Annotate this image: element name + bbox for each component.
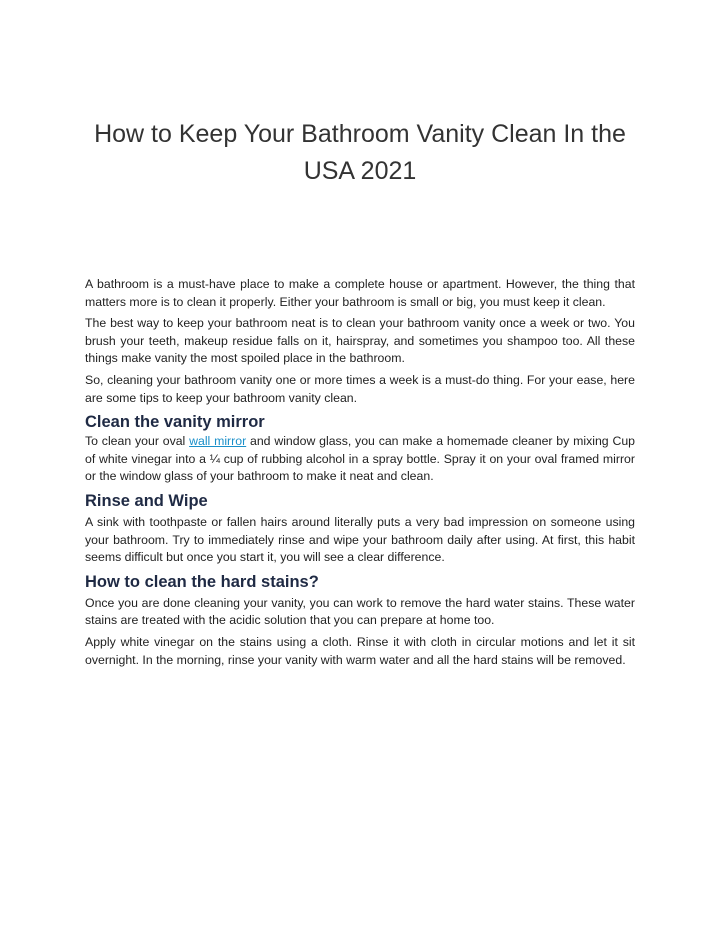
- heading-rinse-and-wipe: Rinse and Wipe: [85, 491, 208, 510]
- mirror-paragraph: [85, 433, 635, 486]
- page-title: How to Keep Your Bathroom Vanity Clean In the USA 2021: [94, 120, 626, 185]
- article-body: [85, 276, 635, 673]
- heading-hard-stains: How to clean the hard stains?: [85, 572, 319, 591]
- mirror-text-before-link: To clean your oval: [85, 434, 190, 449]
- rinse-paragraph: A sink with toothpaste or fallen hairs around literally puts a very bad impression on someone using your bathroom. Try to immediately rinse and wipe your bathroom daily after using. At first, this habit seems difficult but once you start it, you will see a clear difference.: [85, 514, 635, 565]
- wall-mirror-link[interactable]: wall mirror: [189, 434, 247, 449]
- heading-clean-vanity-mirror: Clean the vanity mirror: [85, 413, 265, 432]
- stains-paragraph-1: Once you are done cleaning your vanity, you can work to remove the hard water stains. These water stains are treated with the acidic solution that you can prepare at home too.: [85, 595, 635, 628]
- intro-paragraph-1: A bathroom is a must-have place to make a complete house or apartment. However, the thing that matters more is to clean it properly. Either your bathroom is small or big, you must keep it clean.: [85, 277, 635, 309]
- intro-paragraph-2: The best way to keep your bathroom neat is to clean your bathroom vanity once a week or two. You brush your teeth, makeup residue falls on it, hairspray, and sometimes you shampoo too. All these things make vanity the most spoiled place in the bathroom.: [85, 316, 635, 366]
- mirror-text-after-link: and window glass, you can make a homemade cleaner by mixing Cup of white vinegar into a ¼ cup of rubbing alcohol in a spray bottle. Spray it on your oval framed mirror or the window glass of your bathroom to make it neat and clean.: [85, 434, 636, 484]
- intro-paragraph-3: So, cleaning your bathroom vanity one or more times a week is a must-do thing. For your ease, here are some tips to keep your bathroom vanity clean.: [85, 372, 635, 405]
- stains-paragraph-2: Apply white vinegar on the stains using a cloth. Rinse it with cloth in circular motions and let it sit overnight. In the morning, rinse your vanity with warm water and all the hard stains will be removed.: [85, 634, 635, 667]
